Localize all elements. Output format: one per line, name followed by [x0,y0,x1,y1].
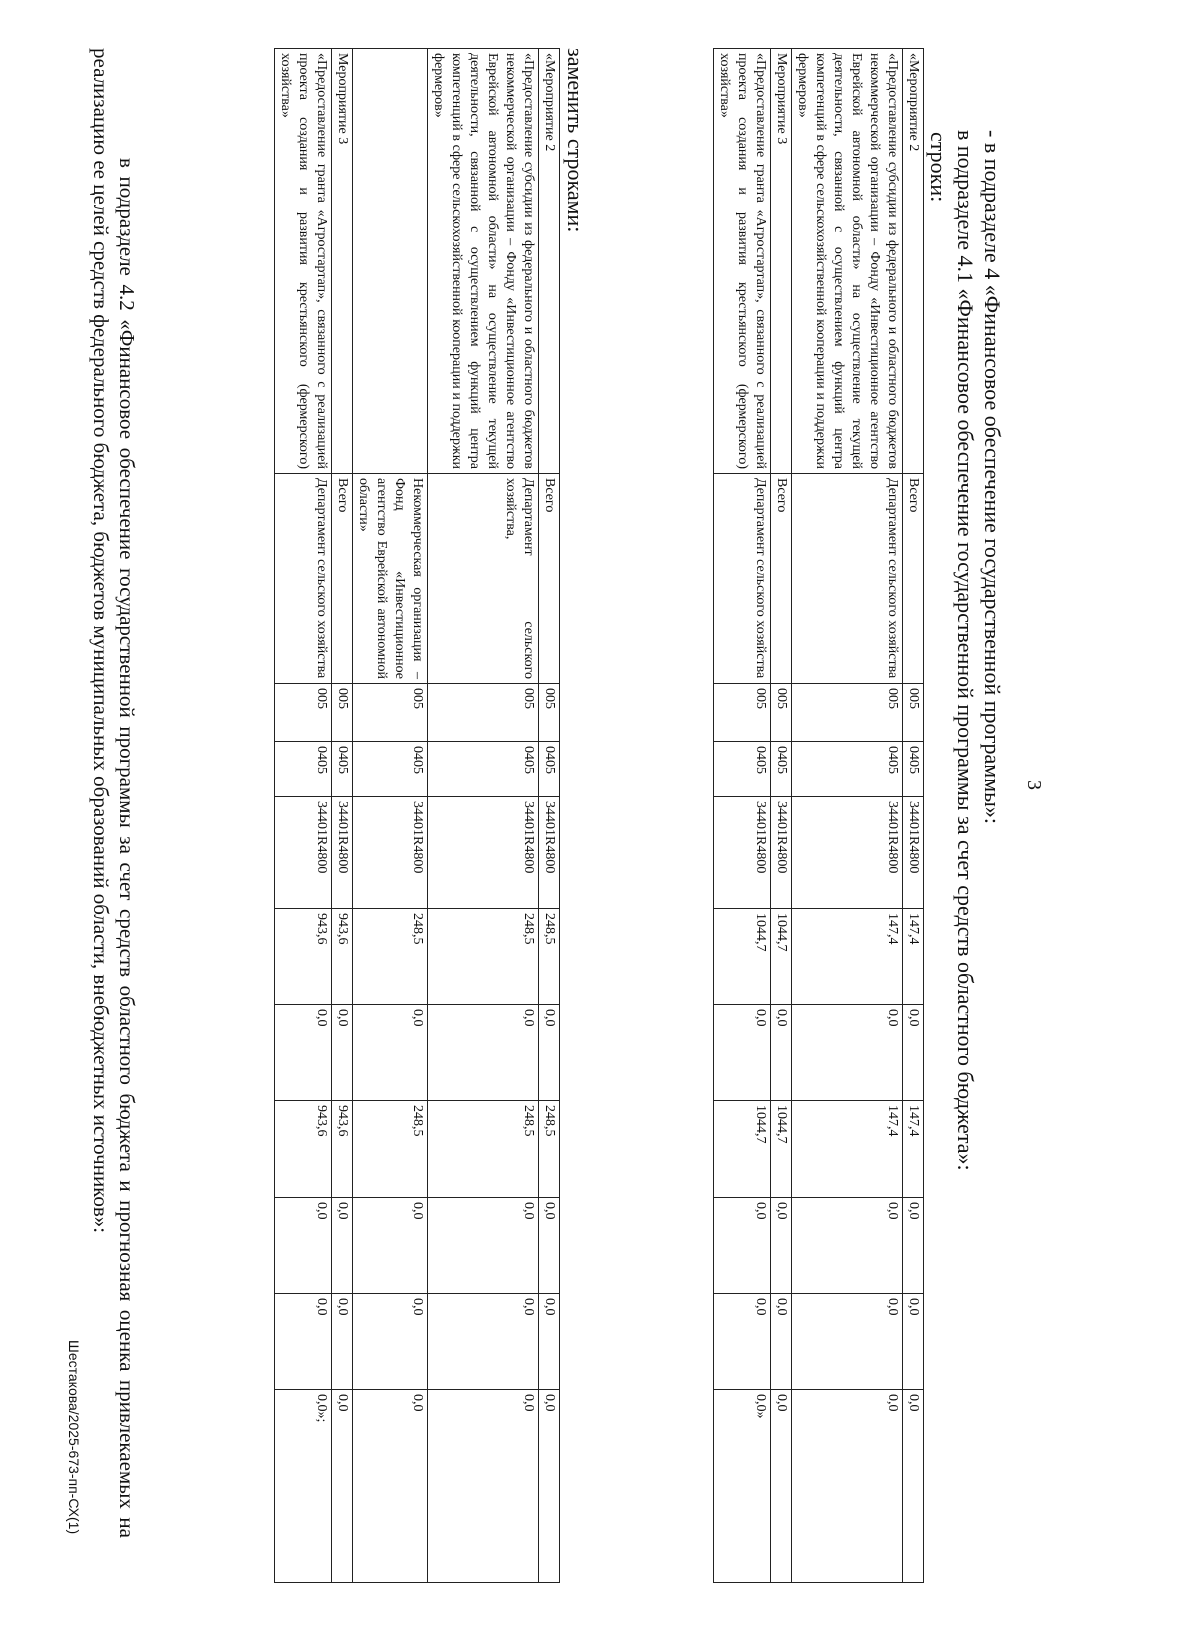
strings-label: строки: [926,132,951,203]
value-cell: 0,0 [714,1198,771,1294]
value-cell: 34401R4800 [332,797,353,909]
table-row [903,49,924,1583]
value-cell: 1044,7 [771,909,792,1005]
value-cell: 005 [275,684,332,742]
value-cell: 34401R4800 [428,797,539,909]
value-cell: 0,0 [332,1198,353,1294]
value-cell: 0405 [792,742,903,797]
value-cell: 0,0 [792,1198,903,1294]
value-cell: 1044,7 [714,909,771,1005]
value-cell: 0405 [771,742,792,797]
value-cell: 0,0 [428,1294,539,1390]
value-cell: 34401R4800 [903,797,924,909]
value-cell: 0,0 [792,1005,903,1101]
value-cell: 1044,7 [771,1101,792,1198]
table-row [428,49,539,1583]
value-cell: 34401R4800 [539,797,560,909]
executor-cell: Некоммерческая организация – Фонд «Инвестиционное агентство Еврейской автономной области» [353,474,428,684]
value-cell: 0,0 [903,1198,924,1294]
table-row [714,49,771,1583]
value-cell: 0,0 [539,1005,560,1101]
value-cell: 005 [428,684,539,742]
value-cell: 0,0 [539,1390,560,1583]
value-cell: 0,0 [792,1294,903,1390]
value-cell: 0,0 [353,1294,428,1390]
executor-cell: Всего [771,474,792,684]
value-cell: 005 [714,684,771,742]
value-cell: 147,4 [903,1101,924,1198]
value-cell: 0,0 [771,1198,792,1294]
executor-cell: Всего [332,474,353,684]
value-cell: 34401R4800 [353,797,428,909]
value-cell: 0405 [275,742,332,797]
value-cell: 0,0 [714,1005,771,1101]
activity-cell: Мероприятие 3 [771,49,792,474]
value-cell: 1044,7 [714,1101,771,1198]
value-cell: 005 [539,684,560,742]
value-cell: 0,0 [428,1005,539,1101]
value-cell: 0,0 [771,1294,792,1390]
activity-cell: «Предоставление гранта «Агростартап», связанного с реализацией проекта создания и развития крестьянского (фермерского) хозяйства» [275,49,332,474]
activity-cell [353,49,428,474]
value-cell: 0,0 [332,1294,353,1390]
value-cell: 005 [771,684,792,742]
value-cell: 0,0 [332,1390,353,1583]
value-cell: 248,5 [539,909,560,1005]
table-replacement-rows [274,48,560,1583]
activity-cell: «Предоставление субсидии из федерального и областного бюджетов некоммерческой организации – Фонду «Инвестиционное агентство Еврейской автономной области» на осуществление текущей деятельности, связанной с осуществлением функций центра компетенций в сфере сельскохозяйственной кооперации и поддержки фермеров» [428,49,539,474]
table-row [539,49,560,1583]
executor-cell: Департамент сельского хозяйства [714,474,771,684]
value-cell: 248,5 [428,909,539,1005]
value-cell: 147,4 [903,909,924,1005]
page-number: 3 [1023,780,1045,790]
value-cell: 147,4 [792,1101,903,1198]
value-cell: 0,0 [353,1005,428,1101]
value-cell: 0,0 [903,1390,924,1583]
activity-cell: «Мероприятие 2 [539,49,560,474]
value-cell: 34401R4800 [714,797,771,909]
value-cell: 0,0 [539,1294,560,1390]
value-cell: 0405 [428,742,539,797]
value-cell: 0,0 [332,1005,353,1101]
value-cell: 0,0» [714,1390,771,1583]
executor-cell: Департамент сельского хозяйства [275,474,332,684]
heading-line-1: - в подразделе 4 «Финансовое обеспечение государственной программы»: [980,130,1005,825]
value-cell: 0,0 [771,1390,792,1583]
executor-cell: Департамент сельского хозяйства [792,474,903,684]
value-cell: 0,0 [353,1390,428,1583]
document-stamp: Шестакова/2025-673-пп-СХ(1) [66,1340,82,1535]
value-cell: 0,0 [771,1005,792,1101]
value-cell: 248,5 [539,1101,560,1198]
value-cell: 248,5 [428,1101,539,1198]
section-4-2-paragraph: в подразделе 4.2 «Финансовое обеспечение государственной программы за счет средств областного бюджета и прогнозная оценка привлекаемых на реализацию ее целей средств федерального бюджета, бюджетов муниципальных образований области, внебюджетных источников»: [89,48,139,1538]
value-cell: 34401R4800 [771,797,792,909]
executor-cell: Всего [903,474,924,684]
table-row [353,49,428,1583]
value-cell: 005 [792,684,903,742]
value-cell: 005 [332,684,353,742]
value-cell: 0405 [714,742,771,797]
replace-label: заменить строками: [563,48,588,233]
value-cell: 943,6 [332,909,353,1005]
value-cell: 0405 [539,742,560,797]
table-row [792,49,903,1583]
value-cell: 34401R4800 [275,797,332,909]
activity-cell: Мероприятие 3 [332,49,353,474]
activity-cell: «Мероприятие 2 [903,49,924,474]
value-cell: 248,5 [353,909,428,1005]
value-cell: 0,0 [792,1390,903,1583]
activity-cell: «Предоставление субсидии из федерального и областного бюджетов некоммерческой организации – Фонду «Инвестиционное агентство Еврейской автономной области» на осуществление текущей деятельности, связанной с осуществлением функций центра компетенций в сфере сельскохозяйственной кооперации и поддержки фермеров» [792,49,903,474]
value-cell: 0,0 [903,1005,924,1101]
value-cell: 0,0 [353,1198,428,1294]
value-cell: 0,0 [903,1294,924,1390]
value-cell: 943,6 [275,1101,332,1198]
value-cell: 0,0 [714,1294,771,1390]
value-cell: 0405 [903,742,924,797]
value-cell: 0,0 [275,1005,332,1101]
value-cell: 005 [353,684,428,742]
value-cell: 147,4 [792,909,903,1005]
table-original-rows [713,48,924,1583]
value-cell: 943,6 [332,1101,353,1198]
value-cell: 248,5 [353,1101,428,1198]
value-cell: 943,6 [275,909,332,1005]
table-row [275,49,332,1583]
heading-line-2: в подразделе 4.1 «Финансовое обеспечение государственной программы за счет средств областного бюджета»: [953,130,978,1171]
value-cell: 0,0 [428,1390,539,1583]
value-cell: 0,0»; [275,1390,332,1583]
value-cell: 0,0 [539,1198,560,1294]
executor-cell: Департамент сельского хозяйства, [428,474,539,684]
activity-cell: «Предоставление гранта «Агростартап», связанного с реализацией проекта создания и развития крестьянского (фермерского) хозяйства» [714,49,771,474]
value-cell: 0405 [353,742,428,797]
value-cell: 005 [903,684,924,742]
value-cell: 0,0 [428,1198,539,1294]
value-cell: 34401R4800 [792,797,903,909]
executor-cell: Всего [539,474,560,684]
value-cell: 0405 [332,742,353,797]
value-cell: 0,0 [275,1198,332,1294]
table-row [332,49,353,1583]
table-row [771,49,792,1583]
value-cell: 0,0 [275,1294,332,1390]
